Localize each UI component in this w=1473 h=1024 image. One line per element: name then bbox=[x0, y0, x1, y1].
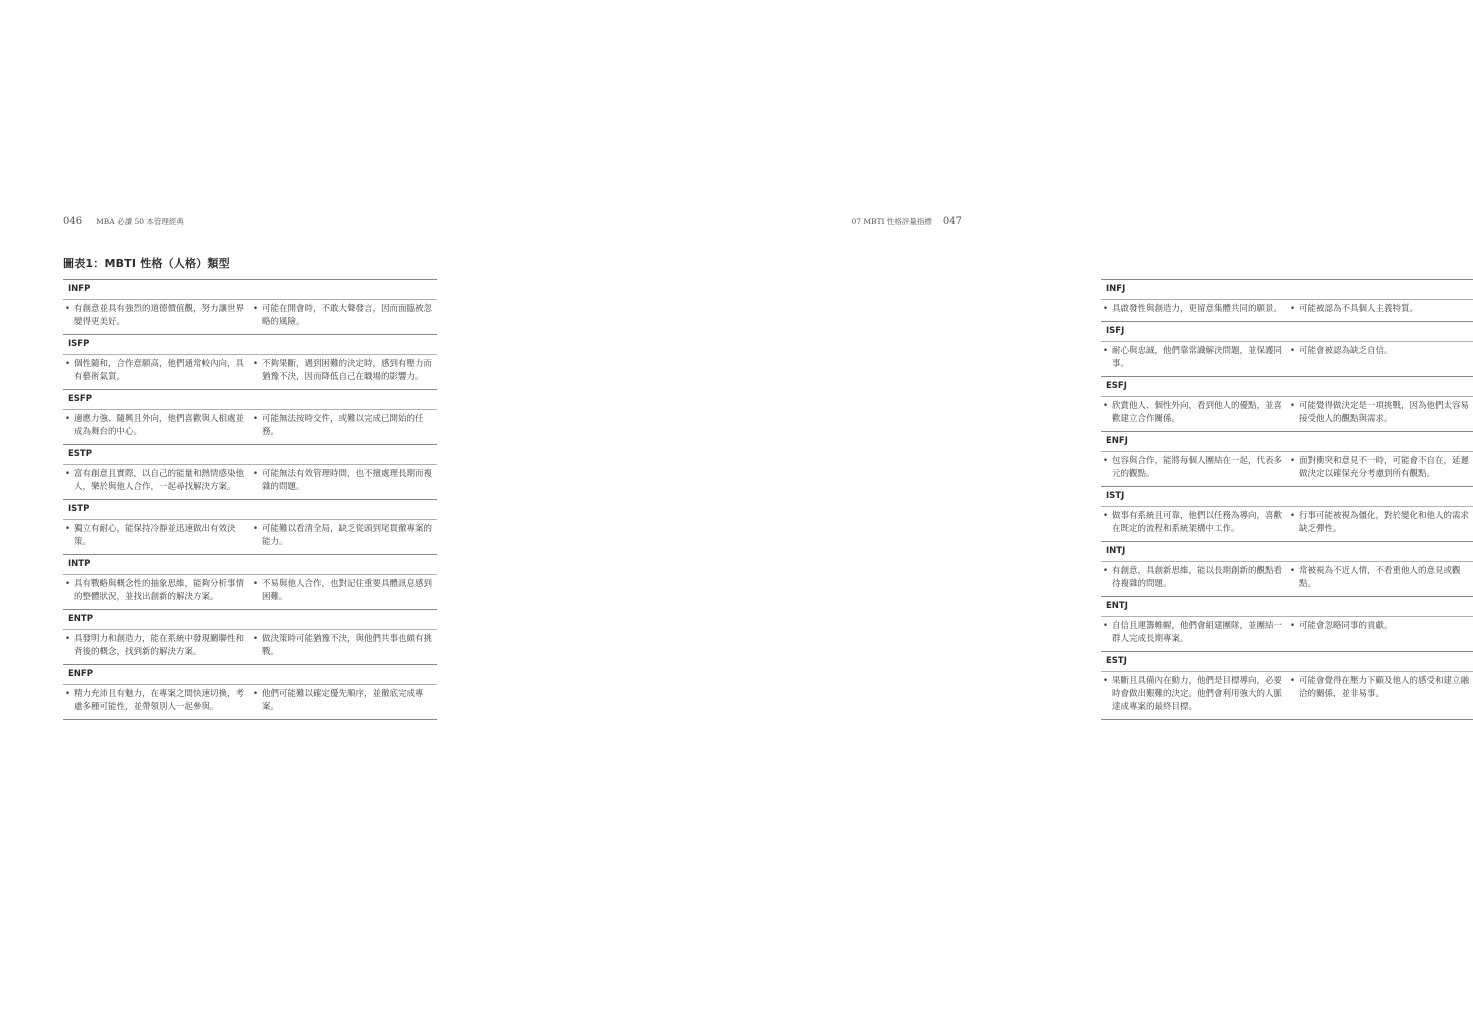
weakness-cell: • 不易與他人合作，也對記住重要具體訊息感到困難。 bbox=[251, 578, 437, 604]
mbti-table-left bbox=[63, 279, 437, 720]
type-code: ISFJ bbox=[1101, 321, 1473, 341]
type-description-row bbox=[1101, 561, 1473, 596]
type-code: ENTJ bbox=[1101, 596, 1473, 616]
strength-cell: • 果斷且具備內在動力，他們是目標導向，必要時會做出艱難的決定。他們會利用強大的人脈達成專案的最終目標。 bbox=[1101, 675, 1288, 714]
left-page bbox=[0, 0, 512, 1024]
weakness-cell: • 可能無法有效管理時間，也不擅處理長期而複雜的問題。 bbox=[251, 468, 437, 494]
type-code: ENFJ bbox=[1101, 431, 1473, 451]
type-description-row bbox=[1101, 616, 1473, 651]
type-code: ESTP bbox=[63, 444, 437, 464]
weakness-cell: • 可能在開會時，不敢大聲發言，因而面臨被忽略的風險。 bbox=[251, 303, 437, 329]
type-code: ISFP bbox=[63, 334, 437, 354]
strength-cell: • 適應力強、隨興且外向，他們喜歡與人相處並成為舞台的中心。 bbox=[63, 413, 251, 439]
type-code: INFP bbox=[63, 279, 437, 299]
strength-cell: • 具有戰略與概念性的抽象思維，能夠分析事情的整體狀況，並找出創新的解決方案。 bbox=[63, 578, 251, 604]
weakness-cell: • 不夠果斷，遇到困難的決定時，感到有壓力而猶豫不決，因而降低自己在職場的影響力。 bbox=[251, 358, 437, 384]
type-description-row bbox=[63, 354, 437, 389]
type-description-row bbox=[63, 684, 437, 719]
right-page-number: 047 bbox=[942, 215, 962, 227]
weakness-cell: • 他們可能難以確定優先順序，並徹底完成專案。 bbox=[251, 688, 437, 714]
weakness-cell: • 可能會被認為缺乏自信。 bbox=[1288, 345, 1473, 371]
right-page bbox=[512, 0, 1470, 1024]
type-code: INFJ bbox=[1101, 279, 1473, 299]
weakness-cell: • 可能難以看清全局，缺乏從頭到尾貫徹專案的能力。 bbox=[251, 523, 437, 549]
strength-cell: • 做事有系統且可靠，他們以任務為導向，喜歡在既定的流程和系統架構中工作。 bbox=[1101, 510, 1288, 536]
type-description-row bbox=[63, 629, 437, 664]
type-code: ESTJ bbox=[1101, 651, 1473, 671]
figure-title: 圖表1：MBTI 性格（人格）類型 bbox=[63, 257, 230, 270]
type-description-row bbox=[1101, 396, 1473, 431]
weakness-cell: • 可能被認為不具個人主義特質。 bbox=[1288, 303, 1473, 316]
strength-cell: • 獨立有耐心，能保持冷靜並迅速做出有效決策。 bbox=[63, 523, 251, 549]
weakness-cell: • 常被視為不近人情，不看重他人的意見或觀點。 bbox=[1288, 565, 1473, 591]
type-code: ISTJ bbox=[1101, 486, 1473, 506]
weakness-cell: • 可能覺得做決定是一項挑戰，因為他們太容易接受他人的觀點與需求。 bbox=[1288, 400, 1473, 426]
type-description-row bbox=[1101, 299, 1473, 321]
left-running-head bbox=[63, 213, 184, 229]
right-running-head bbox=[851, 213, 962, 229]
strength-cell: • 具啟發性與創造力，更留意集體共同的願景。 bbox=[1101, 303, 1288, 316]
strength-cell: • 有創意並具有強烈的道德價值觀，努力讓世界變得更美好。 bbox=[63, 303, 251, 329]
type-description-row bbox=[1101, 671, 1473, 719]
type-description-row bbox=[63, 409, 437, 444]
type-code: ENFP bbox=[63, 664, 437, 684]
type-description-row bbox=[1101, 451, 1473, 486]
type-code: ESFP bbox=[63, 389, 437, 409]
type-description-row bbox=[63, 519, 437, 554]
left-page-number: 046 bbox=[63, 215, 83, 227]
type-code: ENTP bbox=[63, 609, 437, 629]
type-code: ESFJ bbox=[1101, 376, 1473, 396]
type-description-row bbox=[1101, 506, 1473, 541]
strength-cell: • 有創意，具創新思維，能以長期創新的觀點看待複雜的問題。 bbox=[1101, 565, 1288, 591]
weakness-cell: • 行事可能被視為僵化，對於變化和他人的需求缺乏彈性。 bbox=[1288, 510, 1473, 536]
weakness-cell: • 可能會覺得在壓力下顧及他人的感受和建立融洽的關係，並非易事。 bbox=[1288, 675, 1473, 714]
type-description-row bbox=[63, 299, 437, 334]
strength-cell: • 精力充沛且有魅力，在專案之間快速切換，考慮多種可能性，並帶領別人一起參與。 bbox=[63, 688, 251, 714]
left-running-title: MBA 必讀 50 本管理經典 bbox=[96, 216, 184, 226]
type-description-row bbox=[63, 574, 437, 609]
weakness-cell: • 可能會忽略同事的貢獻。 bbox=[1288, 620, 1473, 646]
strength-cell: • 具發明力和創造力，能在系統中發現關聯性和背後的概念，找到新的解決方案。 bbox=[63, 633, 251, 659]
type-description-row bbox=[1101, 341, 1473, 376]
weakness-cell: • 可能無法按時交件，或難以完成已開始的任務。 bbox=[251, 413, 437, 439]
strength-cell: • 富有創意且實際，以自己的能量和熱情感染他人，樂於與他人合作，一起尋找解決方案。 bbox=[63, 468, 251, 494]
weakness-cell: • 面對衝突和意見不一時，可能會不自在，延遲做決定以確保充分考慮到所有觀點。 bbox=[1288, 455, 1473, 481]
weakness-cell: • 做決策時可能猶豫不決，與他們共事也頗有挑戰。 bbox=[251, 633, 437, 659]
mbti-table-right bbox=[1101, 279, 1473, 720]
strength-cell: • 個性隨和，合作意願高，他們通常較內向，具有藝術氣質。 bbox=[63, 358, 251, 384]
strength-cell: • 自信且運籌帷幄，他們會組建團隊，並團結一群人完成長期專案。 bbox=[1101, 620, 1288, 646]
strength-cell: • 欣賞他人、個性外向，看到他人的優點，並喜歡建立合作關係。 bbox=[1101, 400, 1288, 426]
strength-cell: • 耐心與忠誠，他們靠常識解決問題，並保護同事。 bbox=[1101, 345, 1288, 371]
type-description-row bbox=[63, 464, 437, 499]
strength-cell: • 包容與合作，能將每個人團結在一起，代表多元的觀點。 bbox=[1101, 455, 1288, 481]
type-code: INTJ bbox=[1101, 541, 1473, 561]
right-running-title: 07 MBTI 性格評量指標 bbox=[851, 216, 932, 226]
type-code: INTP bbox=[63, 554, 437, 574]
type-code: ISTP bbox=[63, 499, 437, 519]
